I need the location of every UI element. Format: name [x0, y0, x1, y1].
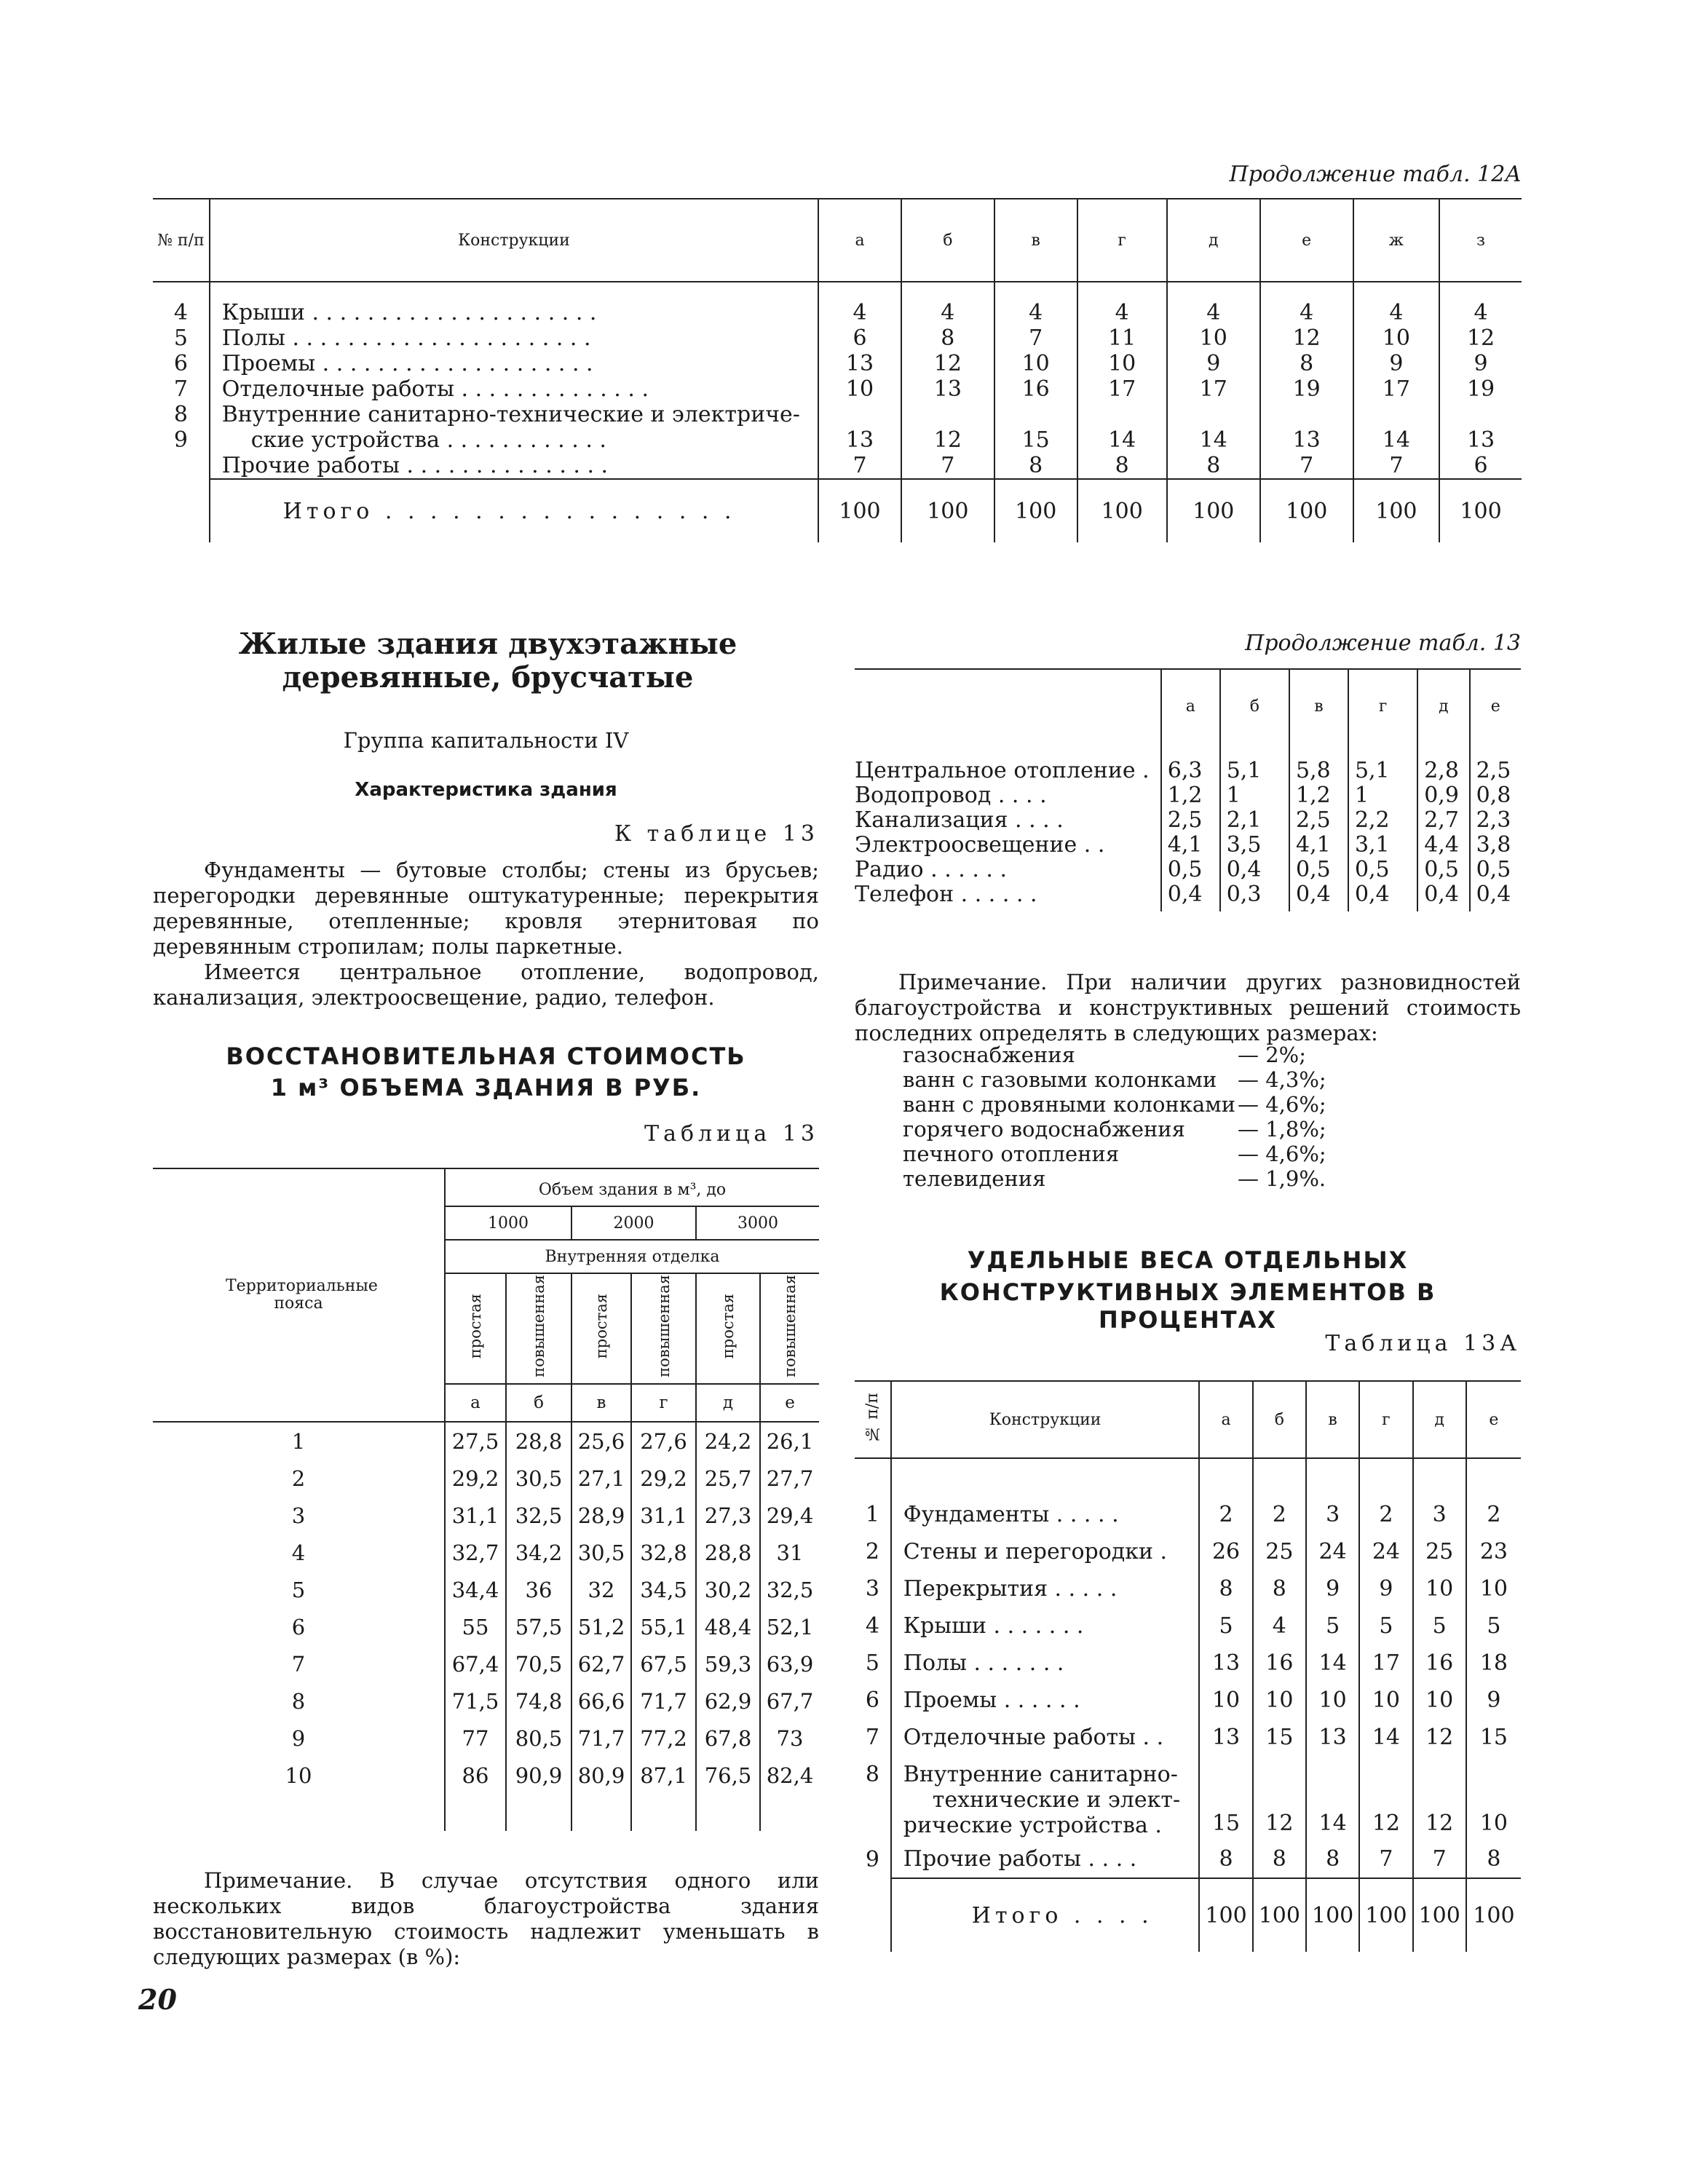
column-letter: в: [1306, 1381, 1359, 1458]
table-row: 3 Перекрытия . . . . . 8 8 9 9 10 10: [855, 1570, 1521, 1607]
list-item: ванн с дровяными колонками — 4,6%;: [903, 1092, 1326, 1117]
list-item: телевидения — 1,9%.: [903, 1166, 1326, 1191]
column-header-constructions: Конструкции: [210, 199, 818, 282]
column-header-constructions: Конструкции: [891, 1381, 1200, 1458]
table-row: 6 Проемы . . . . . . 10 10 10 10 10 9: [855, 1682, 1521, 1719]
characteristic-title: Характеристика здания: [355, 779, 617, 801]
table-row: 5 34,4 36 32 34,5 30,2 32,5: [153, 1571, 819, 1608]
row-names: Крыши . . . . . . . . . . . . . . . . . . . . . Полы . . . . . . . . . . . . . . . . . . . . . . Проемы . . . . . . . . . . . . . . . . . . . . Отделочные работы . . . . . . . . . . . . . . Внутренние санитарно-технические и электриче- ские устройства . . . . . . . . . . . . Прочие работы . . . . . . . . . . . . . . .: [210, 282, 818, 479]
table-row: 9 77 80,5 71,7 77,2 67,8 73: [153, 1720, 819, 1757]
table-header-row: [153, 199, 1522, 282]
volume-2000: 2000: [571, 1206, 696, 1240]
to-table-label: К таблице 13: [614, 821, 819, 847]
column-letter: а: [1161, 669, 1220, 743]
total-value: 100: [1077, 479, 1167, 542]
column-header-zh: ж: [1353, 199, 1439, 282]
total-row: [855, 1878, 1521, 1952]
table-12a: [153, 198, 1522, 542]
row-numbers: 4 5 6 7 8 9: [153, 282, 210, 479]
total-value: 100: [1167, 479, 1260, 542]
column-letter: е: [1466, 1381, 1521, 1458]
col-g-values: 5,1 1 2,2 3,1 0,5 0,4: [1348, 743, 1417, 911]
finish-improved: повышенная: [781, 1275, 799, 1377]
total-value: 100: [1253, 1878, 1306, 1952]
table-header-row: [153, 1168, 819, 1206]
col-d-values: 2,8 0,9 2,7 4,4 0,5 0,4: [1417, 743, 1469, 911]
column-letter: а: [1199, 1381, 1252, 1458]
table-row: 10 86 90,9 80,9 87,1 76,5 82,4: [153, 1757, 819, 1794]
table-13: [153, 1168, 819, 1831]
characteristic-paragraph: Фундаменты — бутовые столбы; стены из брусьев; перегородки деревянные оштукатуренные; перекрытия деревянные, отепленные; кровля этернитовая по деревянным стропилам; полы паркетные.: [153, 858, 819, 959]
table-13a: [855, 1380, 1521, 1952]
total-value: 100: [901, 479, 994, 542]
col-e-values: 4 12 8 19 13 7: [1260, 282, 1353, 479]
total-value: 100: [1353, 479, 1439, 542]
col-v-values: 4 7 10 16 15 8: [994, 282, 1077, 479]
column-header-num: № п/п: [153, 199, 210, 282]
table-row: 2 Стены и перегородки . 26 25 24 24 25 23: [855, 1533, 1521, 1570]
list-item: печного отопления — 4,6%;: [903, 1142, 1326, 1166]
volume-3000: 3000: [696, 1206, 819, 1240]
column-letter: д: [1413, 1381, 1466, 1458]
finish-simple: простая: [593, 1293, 610, 1359]
column-header-z: з: [1439, 199, 1522, 282]
table-row: 7 67,4 70,5 62,7 67,5 59,3 63,9: [153, 1645, 819, 1682]
table-row: 4 Крыши . . . . . . . 5 4 5 5 5 5: [855, 1607, 1521, 1645]
total-value: 100: [1439, 479, 1522, 542]
cost-title-line-2: 1 м³ ОБЪЕМА ЗДАНИЯ В РУБ.: [270, 1074, 702, 1101]
total-label: Итого . . . . . . . . . . . . . . . .: [210, 479, 818, 542]
finish-header: Внутренняя отделка: [445, 1240, 819, 1273]
table-13a-label: Таблица 13А: [1325, 1331, 1521, 1356]
table-row: 6 55 57,5 51,2 55,1 48,4 52,1: [153, 1608, 819, 1645]
finish-simple: простая: [719, 1293, 737, 1359]
table-13-cont-note: Примечание. При наличии других разновидностей благоустройства и конструктивных решений стоимость последних определять в следующих размерах:: [855, 970, 1521, 1045]
total-value: 100: [1466, 1878, 1521, 1952]
total-label: Итого . . . .: [891, 1878, 1200, 1952]
column-letter: г: [1348, 669, 1417, 743]
col-e-values: 2,5 0,8 2,3 3,8 0,5 0,4: [1470, 743, 1521, 911]
col-a-values: 4 6 13 10 13 7: [818, 282, 901, 479]
column-header-b: б: [901, 199, 994, 282]
total-value: 100: [1359, 1878, 1412, 1952]
col-zh-values: 4 10 9 17 14 7: [1353, 282, 1439, 479]
list-item: горячего водоснабжения — 1,8%;: [903, 1117, 1326, 1142]
column-letter: а: [445, 1384, 506, 1422]
volume-header: Объем здания в м³, до: [445, 1168, 819, 1206]
table-13a-title-line-1: УДЕЛЬНЫЕ ВЕСА ОТДЕЛЬНЫХ: [967, 1246, 1409, 1274]
extras-list: [903, 1042, 1369, 1191]
row-names: Центральное отопление . Водопровод . . . . Канализация . . . . Электроосвещение . . Радио . . . . . . Телефон . . . . . .: [855, 758, 1150, 907]
column-letter: д: [1417, 669, 1469, 743]
col-b-values: 5,1 1 2,1 3,5 0,4 0,3: [1220, 743, 1289, 911]
total-row: [153, 479, 1522, 542]
table-row: 9 Прочие работы . . . . 8 8 8 7 7 8: [855, 1840, 1521, 1878]
table-13-label: Таблица 13: [644, 1121, 819, 1147]
total-value: 100: [1199, 1878, 1252, 1952]
col-g-values: 4 11 10 17 14 8: [1077, 282, 1167, 479]
table-row-spacer: [153, 1794, 819, 1831]
total-value: 100: [1413, 1878, 1466, 1952]
page-number: 20: [138, 1983, 177, 2016]
table-row: 8 71,5 74,8 66,6 71,7 62,9 67,7: [153, 1682, 819, 1720]
table-row: 5 Полы . . . . . . . 13 16 14 17 16 18: [855, 1645, 1521, 1682]
column-letter: д: [696, 1384, 760, 1422]
column-header-a: а: [818, 199, 901, 282]
volume-1000: 1000: [445, 1206, 571, 1240]
column-letter: е: [1470, 669, 1521, 743]
cost-title-line-1: ВОССТАНОВИТЕЛЬНАЯ СТОИМОСТЬ: [226, 1042, 746, 1070]
table-body-row: [153, 282, 1522, 479]
col-d-values: 4 10 9 17 14 8: [1167, 282, 1260, 479]
finish-simple: простая: [467, 1293, 484, 1359]
column-letter: е: [760, 1384, 819, 1422]
section-heading: Жилые здания двухэтажные деревянные, брусчатые: [238, 627, 737, 695]
finish-improved: повышенная: [530, 1275, 547, 1377]
column-header-g: г: [1077, 199, 1167, 282]
col-b-values: 4 8 12 13 12 7: [901, 282, 994, 479]
table-13-note: Примечание. В случае отсутствия одного или нескольких видов благоустройства здания восстановительную стоимость надлежит уменьшать в следующих размерах (в %):: [153, 1868, 819, 1969]
total-value: 100: [994, 479, 1077, 542]
capital-group: Группа капитальности IV: [343, 728, 629, 753]
column-letter: г: [1359, 1381, 1412, 1458]
table-row: 3 31,1 32,5 28,9 31,1 27,3 29,4: [153, 1497, 819, 1534]
table-13-continuation: [855, 668, 1521, 911]
total-value: 100: [1306, 1878, 1359, 1952]
table-13a-title-line-2: КОНСТРУКТИВНЫХ ЭЛЕМЕНТОВ В ПРОЦЕНТАХ: [939, 1278, 1436, 1334]
finish-improved: повышенная: [654, 1275, 673, 1377]
table-13-cont-caption: Продолжение табл. 13: [1245, 630, 1521, 656]
column-header-e: е: [1260, 199, 1353, 282]
column-letter: б: [1220, 669, 1289, 743]
total-value: 100: [1260, 479, 1353, 542]
facilities-paragraph: Имеется центральное отопление, водопровод, канализация, электроосвещение, радио, телефон.: [153, 960, 819, 1010]
table-row: 1 Фундаменты . . . . . 2 2 3 2 3 2: [855, 1496, 1521, 1533]
table-header-row: [855, 669, 1521, 743]
table-row: 1 27,5 28,8 25,6 27,6 24,2 26,1: [153, 1422, 819, 1460]
total-value: 100: [818, 479, 901, 542]
col-v-values: 5,8 1,2 2,5 4,1 0,5 0,4: [1289, 743, 1348, 911]
column-header-num: № п/п: [863, 1392, 882, 1443]
list-item: газоснабжения — 2%;: [903, 1042, 1306, 1067]
column-letter: б: [1253, 1381, 1306, 1458]
table-row: 7 Отделочные работы . . 13 15 13 14 12 15: [855, 1719, 1521, 1756]
column-letter: б: [506, 1384, 571, 1422]
table-body-row: [855, 743, 1521, 911]
column-header-v: в: [994, 199, 1077, 282]
col-a-values: 6,3 1,2 2,5 4,1 0,5 0,4: [1161, 743, 1220, 911]
column-letter: г: [631, 1384, 696, 1422]
table-row: 8 Внутренние санитарно- технические и элект- рические устройства . 15 12 14 12 12 10: [855, 1756, 1521, 1840]
table-12a-caption: Продолжение табл. 12А: [1229, 162, 1522, 187]
list-item: ванн с газовыми колонками — 4,3%;: [903, 1067, 1326, 1092]
column-letter: в: [1289, 669, 1348, 743]
table-header-row: [855, 1381, 1521, 1458]
col-z-values: 4 12 9 19 13 6: [1466, 300, 1495, 478]
column-header-zones: Территориальные пояса: [226, 1277, 378, 1313]
column-letter: в: [571, 1384, 631, 1422]
table-row: 2 29,2 30,5 27,1 29,2 25,7 27,7: [153, 1460, 819, 1497]
column-header-d: д: [1167, 199, 1260, 282]
table-row: 4 32,7 34,2 30,5 32,8 28,8 31: [153, 1534, 819, 1571]
